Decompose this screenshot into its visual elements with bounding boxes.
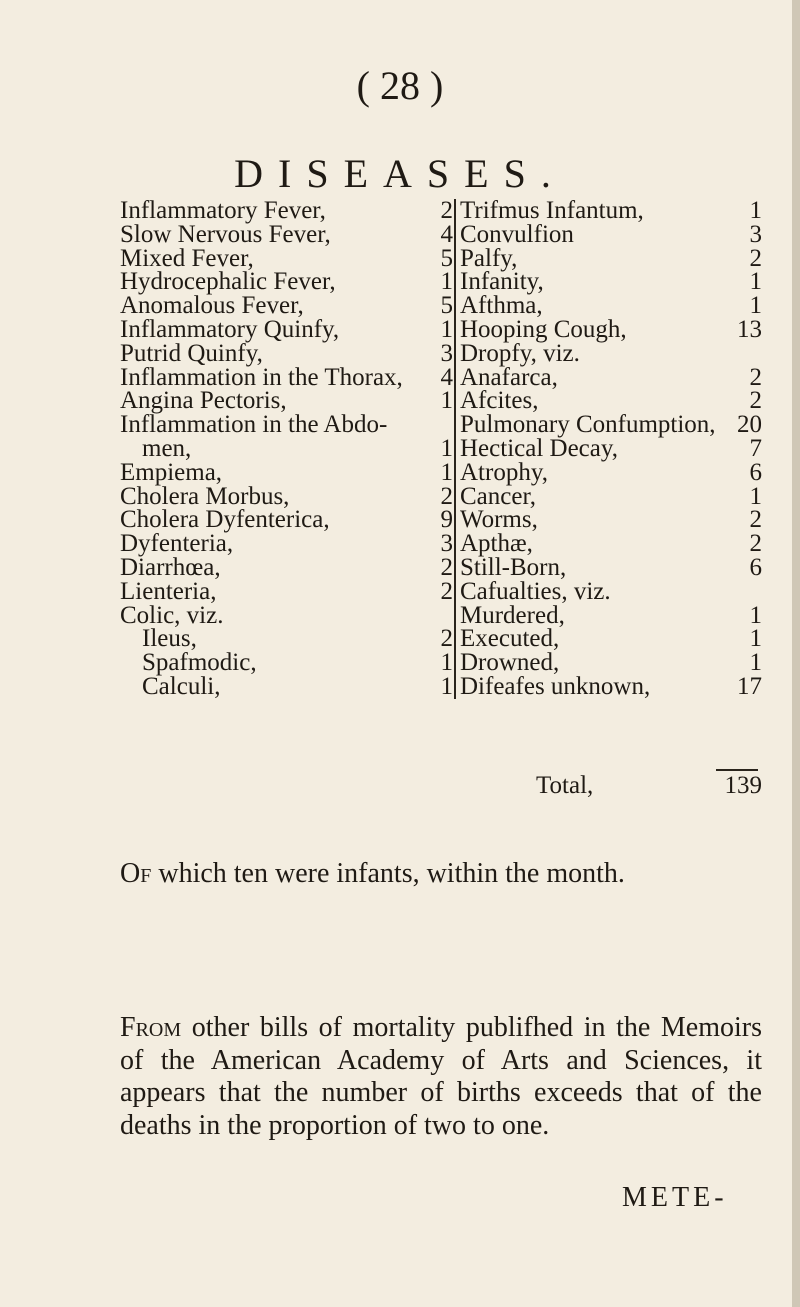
disease-name: Calculi, <box>142 672 221 700</box>
disease-row <box>456 601 762 629</box>
total-label: Total, <box>536 772 594 799</box>
disease-row <box>120 577 465 605</box>
disease-row <box>120 627 465 651</box>
disease-count: 1 <box>749 292 762 320</box>
disease-row <box>456 363 762 391</box>
disease-row <box>120 270 465 294</box>
disease-name: Hectical Decay, <box>460 434 618 462</box>
disease-count: 2 <box>440 625 453 653</box>
disease-name: Atrophy, <box>460 458 548 486</box>
disease-row <box>456 553 762 581</box>
disease-count: 2 <box>749 530 762 558</box>
disease-name: Anomalous Fever, <box>120 292 304 320</box>
disease-row <box>120 482 465 510</box>
disease-name: Pulmonary Confumption, <box>460 411 716 439</box>
paragraph1-lead: Of <box>120 858 152 889</box>
disease-row <box>456 482 762 510</box>
disease-count: 5 <box>440 292 453 320</box>
total-rule <box>716 769 758 771</box>
paragraph2-text: other bills of mortality publifhed in the Memoirs of the American Academy of Arts and Sciences, it appears that the number of births exceeds that of the deaths in the proportion of two to one. <box>120 1012 762 1141</box>
disease-row <box>120 458 465 486</box>
disease-row <box>456 389 762 413</box>
disease-name: Hooping Cough, <box>460 315 627 343</box>
disease-name: Putrid Quinfy, <box>120 339 263 367</box>
disease-name: Cholera Morbus, <box>120 482 290 510</box>
disease-row <box>456 672 762 700</box>
disease-count: 2 <box>749 244 762 272</box>
disease-count: 1 <box>749 197 762 224</box>
disease-name: Cholera Dyfenterica, <box>120 506 330 534</box>
disease-row <box>120 651 465 675</box>
disease-row <box>456 651 762 675</box>
disease-name: Trifmus Infantum, <box>460 197 644 224</box>
disease-name: Worms, <box>460 506 538 534</box>
disease-name: Drowned, <box>460 649 560 677</box>
disease-row <box>456 627 762 651</box>
disease-count: 3 <box>440 530 453 558</box>
disease-count: 4 <box>440 363 453 391</box>
disease-count: 1 <box>440 387 453 415</box>
disease-name: Angina Pectoris, <box>120 387 287 415</box>
disease-count: 1 <box>749 625 762 653</box>
disease-count: 2 <box>440 482 453 510</box>
disease-count: 1 <box>749 268 762 296</box>
disease-name: Dropfy, viz. <box>460 339 580 367</box>
disease-name: Spafmodic, <box>142 649 257 677</box>
disease-name: Executed, <box>460 625 560 653</box>
disease-count: 4 <box>440 220 453 248</box>
disease-count: 1 <box>440 649 453 677</box>
diseases-left-column <box>120 199 465 699</box>
disease-count: 3 <box>749 220 762 248</box>
disease-count: 3 <box>440 339 453 367</box>
disease-count: 2 <box>440 553 453 581</box>
disease-count: 6 <box>749 553 762 581</box>
disease-row <box>120 672 465 700</box>
disease-name: Still-Born, <box>460 553 567 581</box>
disease-row <box>120 244 465 272</box>
paragraph1-text: which ten were infants, within the month. <box>151 858 625 889</box>
disease-count: 13 <box>737 315 762 343</box>
disease-row <box>120 339 465 367</box>
disease-row <box>456 339 762 367</box>
disease-name: Diarrhœa, <box>120 553 221 581</box>
disease-row <box>456 244 762 272</box>
disease-count: 2 <box>440 197 453 224</box>
disease-row <box>120 553 465 581</box>
disease-count: 2 <box>749 387 762 415</box>
total-row <box>536 772 762 800</box>
disease-count: 7 <box>749 434 762 462</box>
disease-row <box>120 434 465 462</box>
disease-name: Inflammation in the Abdo- <box>120 411 388 439</box>
disease-name: Afcites, <box>460 387 539 415</box>
disease-row <box>456 315 762 343</box>
section-heading: DISEASES. <box>234 151 566 196</box>
disease-count: 1 <box>440 458 453 486</box>
disease-name: Slow Nervous Fever, <box>120 220 331 248</box>
disease-row <box>120 294 465 318</box>
disease-row <box>120 532 465 556</box>
disease-name: Convulfion <box>460 220 574 248</box>
disease-row <box>120 315 465 343</box>
disease-name: Mixed Fever, <box>120 244 254 272</box>
disease-count: 1 <box>749 649 762 677</box>
disease-name: Cancer, <box>460 482 537 510</box>
disease-name: men, <box>142 434 192 462</box>
disease-name: Dyfenteria, <box>120 530 234 558</box>
disease-count: 2 <box>749 506 762 534</box>
disease-name: Difeafes unknown, <box>460 672 651 700</box>
infants-paragraph <box>120 858 762 890</box>
disease-name: Empiema, <box>120 458 223 486</box>
disease-row <box>120 363 465 391</box>
disease-row <box>120 199 465 223</box>
disease-name: Anafarca, <box>460 363 558 391</box>
disease-count: 20 <box>737 411 762 439</box>
disease-name: Infanity, <box>460 268 544 296</box>
disease-row <box>456 270 762 294</box>
paragraph2-lead: From <box>120 1012 182 1043</box>
total-value: 139 <box>724 772 762 799</box>
disease-count: 6 <box>749 458 762 486</box>
disease-count: 2 <box>440 577 453 605</box>
disease-row <box>456 294 762 318</box>
disease-name: Afthma, <box>460 292 543 320</box>
disease-count: 1 <box>440 672 453 700</box>
disease-count: 1 <box>749 601 762 629</box>
disease-count: 1 <box>440 434 453 462</box>
disease-name: Inflammation in the Thorax, <box>120 363 403 391</box>
disease-row <box>456 220 762 248</box>
disease-row <box>120 601 465 629</box>
disease-row <box>120 508 465 532</box>
disease-count: 5 <box>440 244 453 272</box>
disease-name: Inflammatory Quinfy, <box>120 315 340 343</box>
catchword: METE- <box>622 1182 728 1213</box>
disease-name: Palfy, <box>460 244 518 272</box>
disease-name: Colic, viz. <box>120 601 224 629</box>
diseases-right-column <box>454 199 762 699</box>
disease-row <box>120 220 465 248</box>
births-paragraph <box>120 1012 762 1142</box>
disease-row <box>456 577 762 605</box>
disease-row <box>456 199 762 223</box>
disease-count: 1 <box>749 482 762 510</box>
disease-row <box>456 413 762 437</box>
disease-row <box>456 508 762 532</box>
disease-row <box>456 458 762 486</box>
disease-name: Cafualties, viz. <box>460 577 611 605</box>
disease-count: 1 <box>440 268 453 296</box>
disease-row <box>456 434 762 462</box>
disease-row <box>120 389 465 413</box>
disease-name: Ileus, <box>142 625 197 653</box>
disease-name: Hydrocephalic Fever, <box>120 268 336 296</box>
disease-count: 9 <box>440 506 453 534</box>
disease-count: 2 <box>749 363 762 391</box>
disease-name: Apthæ, <box>460 530 533 558</box>
disease-row <box>456 532 762 556</box>
disease-name: Lienteria, <box>120 577 217 605</box>
disease-count: 17 <box>737 672 762 700</box>
page-number: ( 28 ) <box>356 63 444 108</box>
disease-row <box>120 413 465 437</box>
disease-name: Murdered, <box>460 601 565 629</box>
disease-count: 1 <box>440 315 453 343</box>
disease-name: Inflammatory Fever, <box>120 197 326 224</box>
